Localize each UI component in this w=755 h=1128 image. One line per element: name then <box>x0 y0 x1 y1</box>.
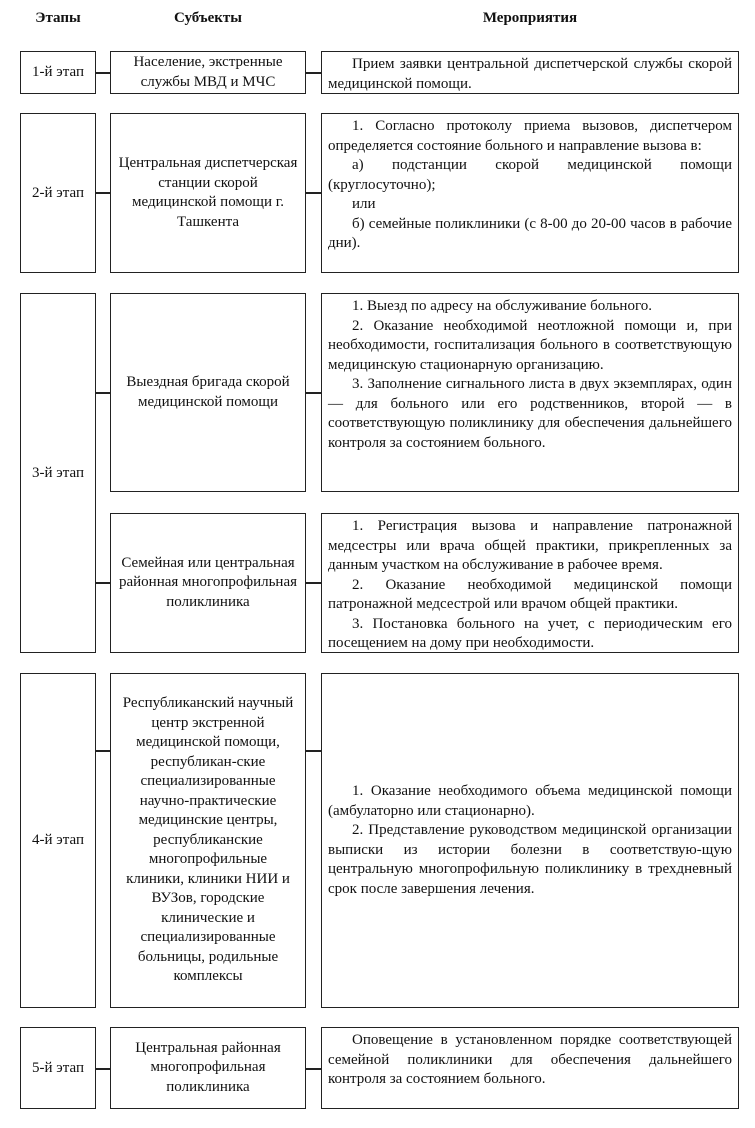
subject-3b-box <box>110 513 306 653</box>
action-3a-3: 3. Заполнение сигнального листа в двух экземплярах, один — для больного или его родственников, второй — в соответствующую поликлинику для обеспечения дальнейшего контроля за состоянием больного. <box>328 376 732 451</box>
subject-1-text: Население, экстренные службы МВД и МЧС <box>133 54 283 90</box>
action-3b-2: 2. Оказание необходимой медицинской помощи патронажной медсестрой или врачом общей практики. <box>328 576 732 612</box>
subject-4-text: Республиканский научный центр экстренной медицинской помощи, республикан-ские специализированные научно-практические медицинские центры, республиканские многопрофильные клиники, клиники НИИ и ВУЗов, городские клинические и специализированные больницы, родильные комплексы <box>122 695 294 985</box>
subject-2-box <box>110 113 306 273</box>
connector-stage-3a <box>96 392 110 394</box>
actions-3b-box <box>321 513 739 653</box>
stage-1-label: 1-й этап <box>32 64 84 80</box>
connector-subject-3a <box>306 392 321 394</box>
action-3b-1: 1. Регистрация вызова и направление патронажной медсестры или врача общей практики, прикрепленных за данным участком на обслуживание в рабочее время. <box>328 518 732 573</box>
connector-subject-3b <box>306 582 321 584</box>
stage-1-box <box>20 51 96 94</box>
connector-subject-1 <box>306 72 321 74</box>
connector-stage-4 <box>96 750 110 752</box>
action-2-2: а) подстанции скорой медицинской помощи (круглосуточно); <box>328 157 732 193</box>
connector-stage-2 <box>96 192 110 194</box>
action-2-1: 1. Согласно протоколу приема вызовов, диспетчером определяется состояние больного и направление вызова в: <box>328 118 732 154</box>
action-5-1: Оповещение в установленном порядке соответствующей семейной поликлиники для обеспечения дальнейшего контроля за состоянием больного. <box>328 1032 732 1087</box>
action-4-2: 2. Представление руководством медицинской организации выписки из истории болезни в соответствую-щую центральную многопрофильную поликлинику в трехдневный срок после завершения лечения. <box>328 822 732 897</box>
connector-subject-2 <box>306 192 321 194</box>
subject-1-box <box>110 51 306 94</box>
action-2-4: б) семейные поликлиники (с 8-00 до 20-00 часов в рабочие дни). <box>328 215 732 251</box>
actions-3a-box <box>321 293 739 492</box>
action-4-1: 1. Оказание необходимого объема медицинской помощи (амбулаторно или стационарно). <box>328 783 732 819</box>
connector-subject-4 <box>306 750 321 752</box>
action-1-1: Прием заявки центральной диспетчерской службы скорой медицинской помощи. <box>328 56 732 92</box>
stage-2-label: 2-й этап <box>32 184 84 201</box>
stage-2-box <box>20 113 96 273</box>
stage-3-label: 3-й этап <box>32 464 84 481</box>
connector-subject-5 <box>306 1068 321 1070</box>
subject-3b-text: Семейная или центральная районная многопрофильная поликлиника <box>118 554 298 610</box>
stage-5-box <box>20 1027 96 1109</box>
connector-stage-3b <box>96 582 110 584</box>
subject-4-box <box>110 673 306 1008</box>
actions-5-box <box>321 1027 739 1109</box>
action-3a-1: 1. Выезд по адресу на обслуживание больного. <box>352 298 652 314</box>
action-3b-3: 3. Постановка больного на учет, с периодическим его посещением на дому при необходимости. <box>328 615 732 651</box>
actions-2-box <box>321 113 739 273</box>
connector-stage-5 <box>96 1068 110 1070</box>
stage-3-box <box>20 293 96 653</box>
header-stages: Этапы <box>35 10 81 26</box>
action-3a-2: 2. Оказание необходимой неотложной помощи и, при необходимости, госпитализация больного в соответствующую медицинскую стационарную организацию. <box>328 317 732 373</box>
connector-stage-1 <box>96 72 110 74</box>
header-actions: Мероприятия <box>482 10 578 26</box>
stage-4-box <box>20 673 96 1008</box>
actions-1-box <box>321 51 739 94</box>
stage-5-label: 5-й этап <box>32 1059 84 1076</box>
subject-3a-text: Выездная бригада скорой медицинской помощи <box>126 374 290 410</box>
action-2-3: или <box>352 196 376 212</box>
subject-3a-box <box>110 293 306 492</box>
subject-5-text: Центральная районная многопрофильная поликлиника <box>135 1039 281 1095</box>
header-subjects: Субъекты <box>173 10 242 26</box>
stage-4-label: 4-й этап <box>32 832 84 848</box>
actions-4-box <box>321 673 739 1008</box>
subject-2-text: Центральная диспетчерская станции скорой медицинской помощи г. Ташкента <box>118 155 298 230</box>
subject-5-box <box>110 1027 306 1109</box>
